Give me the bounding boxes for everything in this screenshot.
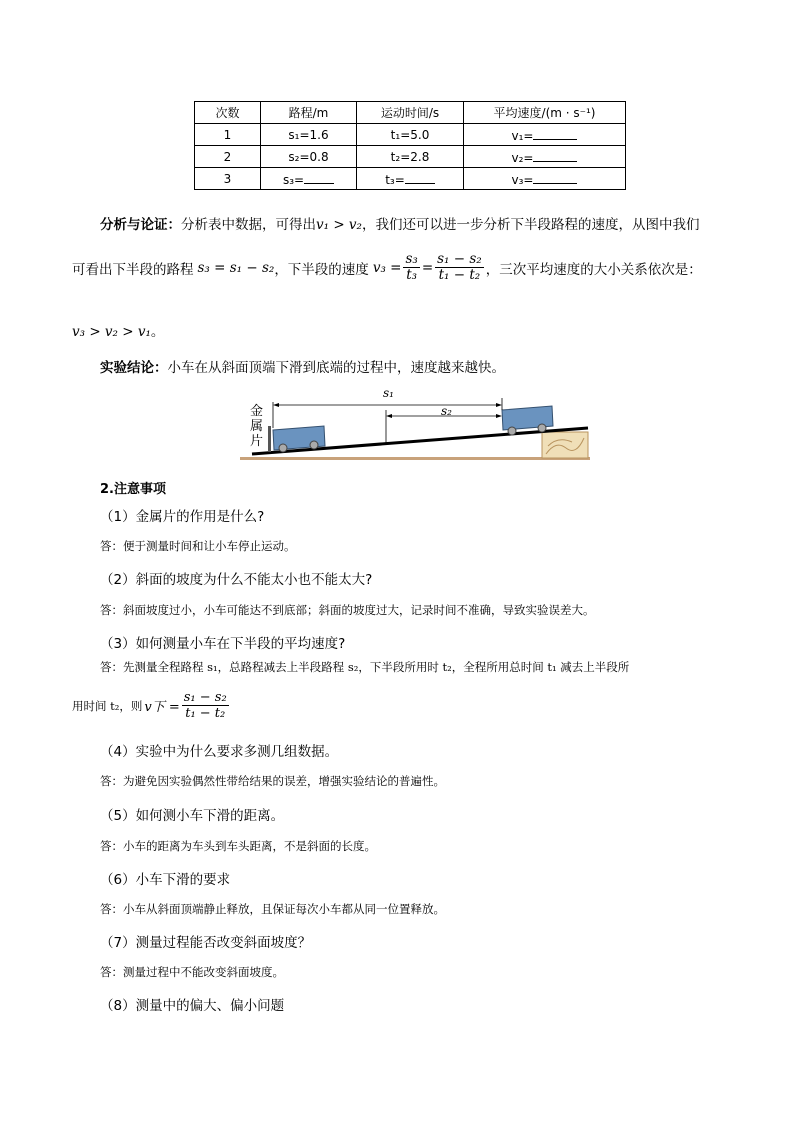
analysis-text: 可看出下半段的路程 — [72, 261, 194, 278]
question: （6）小车下滑的要求 — [100, 872, 231, 888]
label-char: 金 — [250, 404, 264, 419]
analysis-text: 。 — [150, 324, 165, 340]
answer: 答：斜面坡度过小，小车可能达不到底部；斜面的坡度过大，记录时间不准确，导致实验误差大。 — [100, 603, 595, 617]
conclusion — [100, 356, 505, 376]
section-heading: 2.注意事项 — [100, 482, 166, 497]
col-header: 运动时间/s — [357, 102, 464, 124]
s1-label: s₁ — [383, 386, 394, 400]
answer-blank — [304, 171, 334, 184]
answer: 答：便于测量时间和让小车停止运动。 — [100, 539, 296, 553]
analysis-text: ，下半段的速度 — [274, 261, 369, 278]
cell — [357, 168, 464, 190]
results-table — [194, 101, 626, 190]
question: （1）金属片的作用是什么? — [100, 509, 265, 525]
analysis-line-3 — [72, 320, 164, 340]
question: （7）测量过程能否改变斜面坡度？ — [100, 935, 312, 951]
cell — [464, 146, 626, 168]
velocity-symbol: v下 = — [144, 700, 180, 715]
analysis-label: 分析与论证： — [100, 217, 181, 233]
analysis-text: ，我们还可以进一步分析下半段路程的速度，从图中我们 — [361, 217, 700, 233]
cell-label: v₂= — [511, 150, 534, 165]
conclusion-text: 小车在从斜面顶端下滑到底端的过程中，速度越来越快。 — [167, 360, 505, 376]
answer: 答：小车从斜面顶端静止释放，且保证每次小车都从同一位置释放。 — [100, 902, 445, 916]
question: （8）测量中的偏大、偏小问题 — [100, 998, 285, 1014]
cart-upper — [502, 406, 553, 435]
table-row — [195, 168, 626, 190]
denominator: t₁ − t₂ — [438, 267, 481, 283]
numerator: s₃ — [405, 251, 418, 267]
cell-label: v₃= — [511, 172, 534, 187]
question: （4）实验中为什么要求多测几组数据。 — [100, 744, 339, 760]
numerator: s₁ − s₂ — [437, 251, 482, 267]
question: （2）斜面的坡度为什么不能太小也不能太大? — [100, 572, 373, 588]
cell — [464, 168, 626, 190]
conclusion-label: 实验结论： — [100, 360, 168, 376]
fraction — [182, 690, 229, 721]
col-header: 次数 — [195, 102, 261, 124]
analysis-text: 分析表中数据，可得出 — [181, 217, 316, 233]
denominator: t₁ − t₂ — [185, 706, 226, 721]
label-char: 片 — [250, 434, 264, 449]
analysis-text: ，三次平均速度的大小关系依次是： — [485, 261, 702, 278]
cell: s₁=1.6 — [261, 124, 357, 146]
table-row — [195, 124, 626, 146]
col-header: 路程/m — [261, 102, 357, 124]
denominator: t₃ — [406, 267, 418, 283]
question: （3）如何测量小车在下半段的平均速度? — [100, 636, 346, 652]
s2-label: s₂ — [441, 404, 452, 418]
numerator: s₁ − s₂ — [183, 690, 227, 705]
metal-plate-label — [250, 404, 263, 449]
answer-blank — [533, 127, 577, 140]
cell: t₂=2.8 — [357, 146, 464, 168]
analysis-line-2: 可看出下半段的路程 s₃ = s₁ − s₂ ，下半段的速度 v₃ = $\frac{\text{s₃}}{\text{t₃}}$ = $\frac{\text{s₁ − s₂}}{\text{t₁ − t₂}}$ ，三次平均速度的大小关系依次是： — [72, 251, 702, 283]
velocity-order: v₃ > v₂ > v₁ — [72, 324, 151, 340]
col-header: 平均速度/(m · s⁻¹) — [464, 102, 626, 124]
table-row — [195, 146, 626, 168]
answer-text: 用时间 t₂，则 — [72, 698, 143, 713]
cell: s₂=0.8 — [261, 146, 357, 168]
cell-label: t₃= — [385, 172, 405, 187]
cell-label: v₁= — [511, 128, 534, 143]
cell: 1 — [195, 124, 261, 146]
answer — [72, 690, 231, 721]
cell: 3 — [195, 168, 261, 190]
answer: 答：先测量全程路程 s₁，总路程减去上半段路程 s₂，下半段所用时 t₂，全程所用总时间 t₁ 减去上半段所 — [100, 660, 630, 674]
ground — [240, 457, 590, 460]
answer: 答：为避免因实验偶然性带给结果的误差，增强实验结论的普遍性。 — [100, 774, 445, 788]
fraction — [435, 252, 484, 283]
distance-equation: s₃ = s₁ − s₂ — [197, 259, 275, 276]
incline-figure — [238, 388, 593, 466]
cell — [261, 168, 357, 190]
velocity-symbol: v₃ = — [372, 259, 402, 276]
table-header-row — [195, 102, 626, 124]
cell-label: s₃= — [282, 172, 305, 187]
answer-blank — [533, 149, 577, 162]
cell — [464, 124, 626, 146]
answer: 答：小车的距离为车头到车头距离，不是斜面的长度。 — [100, 839, 376, 853]
velocity-relation: v₁ > v₂ — [316, 217, 362, 233]
analysis-line-1 — [100, 213, 699, 233]
incline-diagram — [238, 388, 593, 466]
cell: t₁=5.0 — [357, 124, 464, 146]
answer-blank — [533, 171, 577, 184]
answer-blank — [405, 171, 435, 184]
cart-lower — [273, 426, 325, 452]
metal-plate — [268, 426, 271, 452]
cell: 2 — [195, 146, 261, 168]
question: （5）如何测小车下滑的距离。 — [100, 808, 285, 824]
label-char: 属 — [250, 419, 264, 434]
fraction — [403, 252, 419, 283]
answer: 答：测量过程中不能改变斜面坡度。 — [100, 965, 284, 979]
